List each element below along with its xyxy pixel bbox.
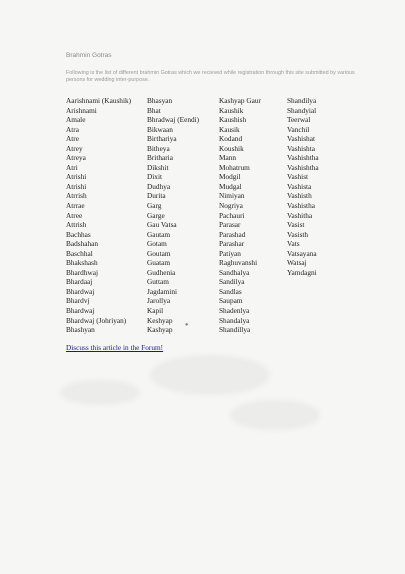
gotra-name: Teerwal [287,115,311,125]
gotra-name: Atrey [66,143,83,153]
gotra-name: Atrishi [66,172,87,182]
gotra-name: Kausik [219,124,240,134]
gotra-name: Nimiyan [219,191,245,201]
scan-smudge [150,355,270,395]
gotra-name: Kashyap Gaur [219,96,261,105]
gotra-name: Guatam [147,258,171,268]
gotra-name: Gotam [147,239,167,249]
gotra-column-3 [219,96,261,335]
gotra-name: Gau Vatsa [147,220,177,230]
gotra-name: Pachauri [219,210,245,220]
gotra-name: Modgil [219,172,241,182]
gotra-name: Vashista [287,181,312,191]
gotra-name: Raghuvanshi [219,258,258,268]
gotra-name: Vashistha [287,201,315,211]
gotra-name: Shandalya [219,315,250,325]
gotra-name: Kaushish [219,115,247,125]
gotra-name: Mohatrum [219,162,250,172]
gotra-name: Bhashyan [66,325,95,335]
gotra-name: Kapil [147,306,164,316]
gotra-name: Parashad [219,229,246,239]
gotra-name: Atrrish [66,191,87,201]
gotra-name: Amale [66,115,86,125]
gotra-name: Bhardhwaj [66,267,99,277]
gotra-name: Dixit [147,172,162,182]
page-title: Brahmin Gotras [66,52,112,59]
gotra-name: Vanchil [287,124,310,134]
gotra-name: Birthariya [147,134,177,144]
gotra-name: Shandyial [287,105,317,115]
gotra-name: Bhasyan [147,96,173,105]
gotra-name: Saupam [219,296,243,306]
gotra-name: Shandilya [287,96,317,105]
gotra-name: Vashisth [287,191,312,201]
gotra-name: Patiyan [219,248,241,258]
stray-mark: * [185,322,189,330]
gotra-name: Sandlas [219,286,242,296]
gotra-name: Vashist [287,172,309,182]
gotra-name: Bhat [147,105,161,115]
gotra-column-4 [287,96,319,277]
gotra-name: Bhardaaj [66,277,93,287]
scan-smudge [60,380,140,405]
gotra-name: Bhardwaj [66,286,95,296]
gotra-name: Vasist [287,220,305,230]
gotra-name: Yamdagni [287,267,317,277]
gotra-name: Atreya [66,153,86,163]
gotra-name: Shandillya [219,325,251,335]
gotra-name: Vashishat [287,134,315,144]
gotra-name: Parashar [219,239,245,249]
gotra-name: Dudhya [147,181,171,191]
gotra-name: Guttam [147,277,169,287]
intro-text: Following is the list of different brahmin Gotras which we recieved while registration through this site submitted by various persons for wedding inter-purpose. [66,70,355,83]
gotra-name: Bhardwaj (Johriyan) [66,315,127,325]
gotra-name: Aarishnami (Kaushik) [66,96,132,105]
gotra-name: Vasisth [287,229,309,239]
gotra-name: Bikwaan [147,124,173,134]
gotra-name: Vashishta [287,143,315,153]
gotra-name: Bhakshash [66,258,98,268]
gotra-name: Bhradwaj (Eendi) [147,115,200,125]
gotra-name: Atrrae [66,201,85,211]
gotra-name: Britharia [147,153,173,163]
gotra-name: Badshahan [66,239,99,249]
gotra-name: Vatsayana [287,248,317,258]
gotra-name: Jagdamini [147,286,177,296]
gotra-name: Mann [219,153,237,163]
gotra-name: Vashishtha [287,162,319,172]
gotra-name: Bhardwaj [66,306,95,316]
gotra-name: Atree [66,210,83,220]
gotra-name: Atrishi [66,181,87,191]
gotra-name: Baschhal [66,248,93,258]
gotra-name: Durita [147,191,166,201]
gotra-name: Sandilya [219,277,245,287]
gotra-name: Nogriya [219,201,243,211]
gotra-name: Vashitha [287,210,313,220]
gotra-name: Jarollya [147,296,171,306]
gotra-name: Bitheya [147,143,170,153]
gotra-name: Atre [66,134,79,144]
gotra-name: Mudgal [219,181,242,191]
gotra-name: Parasar [219,220,241,230]
gotra-name: Gudhenia [147,267,176,277]
gotra-name: Sandhalya [219,267,250,277]
gotra-name: Kashyap [147,325,173,335]
gotra-column-2 [147,96,199,335]
gotra-name: Watsaj [287,258,307,268]
gotra-name: Garg [147,201,162,211]
gotra-name: Shadenlya [219,306,250,316]
forum-link[interactable]: Discuss this article in the Forum! [66,343,164,352]
scan-smudge [230,400,320,430]
gotra-name: Attrish [66,220,87,230]
gotra-name: Goutam [147,248,171,258]
gotra-name: Koushik [219,143,244,153]
gotra-name: Arishnami [66,105,97,115]
gotra-name: Vats [287,239,300,249]
gotra-name: Dikshit [147,162,169,172]
gotra-name: Vashishtha [287,153,319,163]
gotra-name: Garge [147,210,165,220]
gotra-name: Bhardvj [66,296,90,306]
gotra-column-1 [66,96,131,335]
gotra-name: Gautam [147,229,171,239]
gotra-name: Kaushik [219,105,244,115]
gotra-name: Atri [66,162,78,172]
gotra-name: Atra [66,124,79,134]
gotra-name: Bachhas [66,229,91,239]
gotra-name: Keshyap [147,315,173,325]
gotra-name: Kodand [219,134,243,144]
